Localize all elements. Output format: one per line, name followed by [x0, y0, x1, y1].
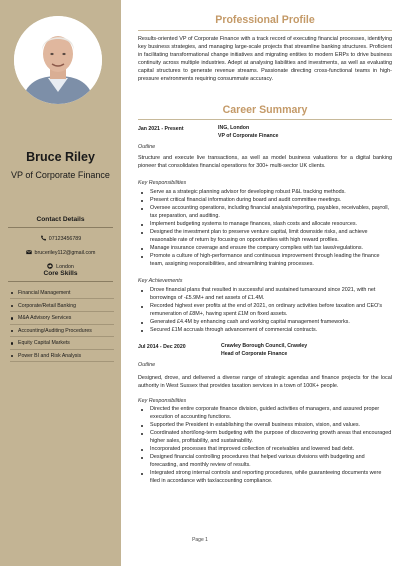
achievements-label: Key Achievements [138, 278, 183, 284]
achievement-item: Secured £1M accruals through advancement of commercial contracts. [146, 327, 392, 335]
achievement-item: Drove financial plans that resulted in successful and sustained turnaround since 2021, with net borrowings of -£5.9M+ and net assets of £1.4M. [146, 287, 392, 303]
candidate-title: VP of Corporate Finance [11, 170, 110, 180]
skill-item: Financial Management [10, 289, 118, 297]
responsibility-item: Oversee accounting operations, including financial analysis/reporting, payables, receivables, payroll, tax preparation, and auditing. [146, 205, 392, 221]
responsibility-item: Coordinated short/long-term budgeting with the purpose of discovering growth areas that encouraged higher sales, profitability, and sustainability. [146, 430, 392, 446]
skill-item: M&A Advisory Services [10, 314, 118, 322]
contact-heading: Contact Details [36, 216, 85, 223]
responsibility-item: Integrated strong internal controls and reporting procedures, while guaranteeing documents were filed in accordance with tax/accounting compliance. [146, 470, 392, 486]
location-text: London [56, 264, 74, 270]
responsibility-item: Present critical financial information during board and audit committee meetings. [146, 197, 392, 205]
profile-divider [138, 30, 392, 31]
job-outline: Structure and execute live transactions, as well as model business valuations for a digital banking pioneer that consolidates financial operations for 300+ multi-sector UK clients. [138, 155, 392, 170]
job-dates: Jan 2021 - Present [138, 126, 184, 132]
job-outline: Designed, drove, and delivered a diverse range of strategic agendas and finance projects for the local authority in West Sussex that provides taxation services in a town of 100K+ people. [138, 375, 392, 390]
responsibility-item: Designed financial controlling procedures that helped various divisions with budgeting and forecasting, and monthly review of results. [146, 454, 392, 470]
profile-photo [14, 16, 102, 104]
responsibility-item: Designed the investment plan to preserve venture capital, limit downside risks, and achieve reasonable rate of return by focusing on opportunities with high reward profiles. [146, 229, 392, 245]
responsibility-item: Manage insurance coverage and ensure the company complies with tax laws/regulations. [146, 245, 392, 253]
responsibility-item: Directed the entire corporate finance division, guided activities of managers, and assured proper execution of accounting functions. [146, 406, 392, 422]
job-employer [221, 343, 307, 358]
contact-email [8, 249, 113, 256]
employer-name: Crawley Borough Council, Crawley [221, 343, 308, 349]
main-content [138, 0, 392, 566]
achievement-item: Recorded highest ever profits at the end of 2021, on ordinary activities before taxation and CEO's remuneration of £8M+, having spent £1M on fixed assets. [146, 303, 392, 319]
job-role: Head of Corporate Finance [221, 350, 288, 357]
candidate-name: Bruce Riley [26, 150, 95, 164]
sidebar [0, 0, 121, 566]
responsibilities-label: Key Responsibilities [138, 180, 187, 186]
career-heading: Career Summary [222, 104, 308, 116]
career-divider [138, 119, 392, 120]
contact-phone [8, 235, 113, 242]
responsibilities-label: Key Responsibilities [138, 398, 187, 404]
phone-icon [40, 235, 46, 241]
contact-divider [8, 227, 113, 228]
profile-text: Results-oriented VP of Corporate Finance with a track record of executing financial processes, identifying key business strategies, and managing large-scale projects that streamline banking structures. Proficient in facilitating transformational change initiatives and migrating entities to modern ERPs to drive business continuity across multiple industries. Adept at analysing liabilities and investments, as well as evaluating capital structures to generate revenue streams. Passionate directing cross-functional teams in high-pressure environments requiring consummate accuracy. [138, 36, 392, 83]
job-role: VP of Corporate Finance [218, 132, 279, 139]
job-dates: Jul 2014 - Dec 2020 [138, 344, 186, 350]
achievements-list [146, 287, 392, 335]
skills-divider [8, 281, 113, 282]
skill-item: Power BI and Risk Analysis [10, 352, 118, 360]
skill-item: Equity Capital Markets [10, 339, 118, 347]
achievement-item: Generated £4.4M by enhancing cash and working capital management frameworks. [146, 319, 392, 327]
responsibility-item: Supported the President in establishing the overall business mission, vision, and values. [146, 422, 392, 430]
responsibilities-list [146, 189, 392, 269]
phone-text: 07123456789 [48, 236, 82, 242]
skill-item: Accounting/Auditing Procedures [10, 327, 118, 335]
outline-label: Outline [138, 144, 156, 150]
employer-name: ING, London [218, 125, 250, 131]
responsibility-item: Serve as a strategic planning advisor for developing robust P&L tracking methods. [146, 189, 392, 197]
responsibilities-list [146, 406, 392, 486]
email-text: bruceriley112@gmail.com [34, 250, 96, 256]
skill-item: Corporate/Retail Banking [10, 302, 118, 310]
globe-icon [47, 263, 53, 269]
envelope-icon [26, 249, 32, 255]
outline-label: Outline [138, 362, 156, 368]
responsibility-item: Implement budgeting systems to manage finances, slash costs and allocate resources. [146, 221, 392, 229]
job-employer [218, 125, 278, 140]
profile-heading: Professional Profile [215, 14, 315, 26]
responsibility-item: Promote a culture of high-performance and continuous improvement through leading the finance team, assigning responsibilities, and streamlining training processes. [146, 253, 392, 269]
skills-list [10, 289, 118, 365]
page-number: Page 1 [192, 537, 208, 543]
responsibility-item: Incorporated processes that improved collection of receivables and lowered bad debt. [146, 446, 392, 454]
portrait-image [14, 16, 102, 104]
skills-heading: Core Skills [43, 270, 78, 277]
contact-location [8, 263, 113, 270]
